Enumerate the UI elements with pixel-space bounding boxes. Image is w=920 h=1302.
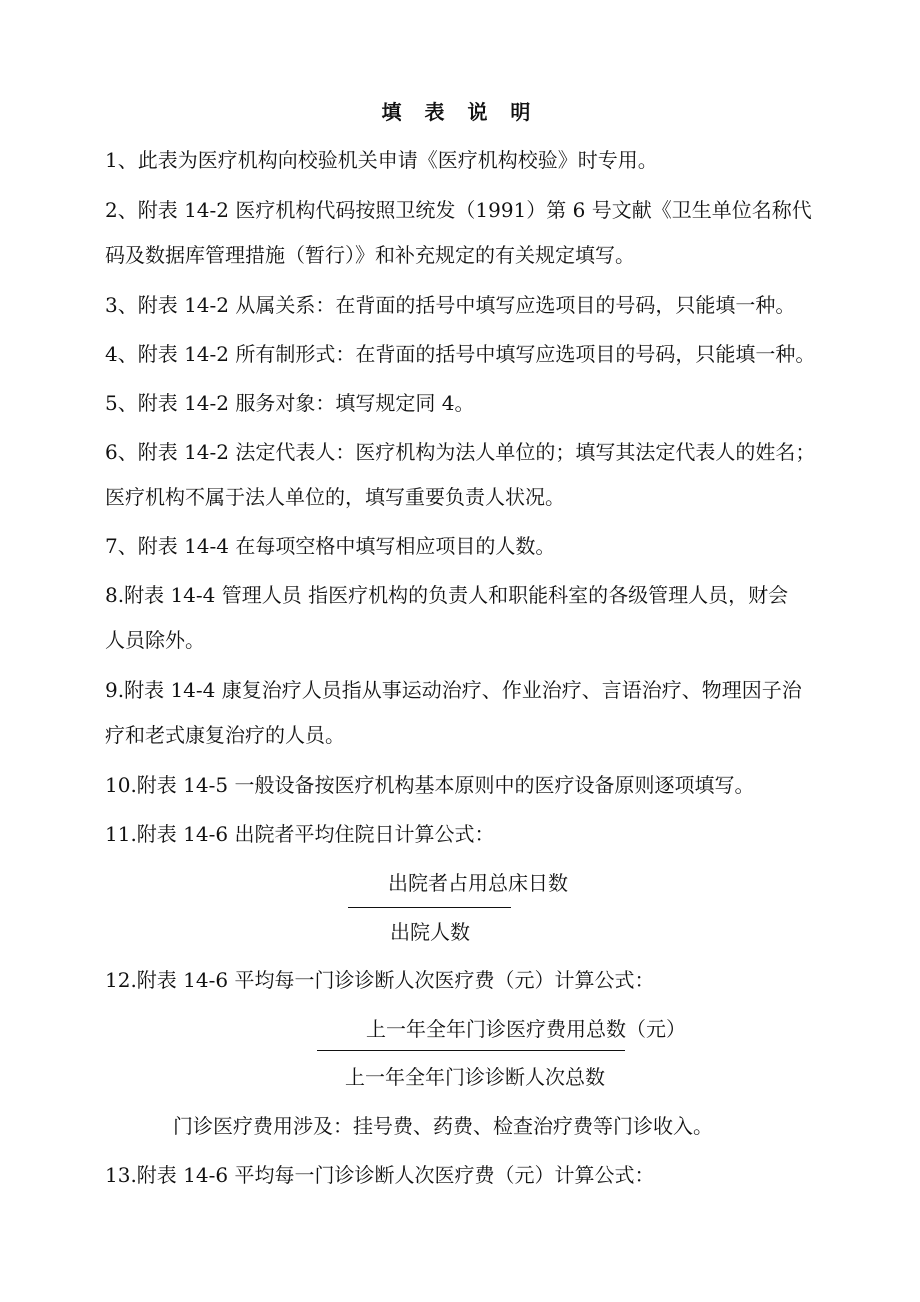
formula-2-numerator: 上一年全年门诊医疗费用总数（元） bbox=[366, 1017, 686, 1041]
item-4: 4、附表 14-2 所有制形式：在背面的括号中填写应选项目的号码，只能填一种。 bbox=[105, 342, 816, 366]
item-3: 3、附表 14-2 从属关系：在背面的括号中填写应选项目的号码，只能填一种。 bbox=[105, 293, 796, 317]
item-9-line-2: 疗和老式康复治疗的人员。 bbox=[105, 723, 345, 747]
item-2-line-2: 码及数据库管理措施（暂行）》和补充规定的有关规定填写。 bbox=[105, 243, 635, 267]
item-8-line-2: 人员除外。 bbox=[105, 628, 205, 652]
item-13: 13.附表 14-6 平均每一门诊诊断人次医疗费（元）计算公式： bbox=[105, 1163, 655, 1187]
item-6-line-2: 医疗机构不属于法人单位的，填写重要负责人状况。 bbox=[105, 485, 565, 509]
document-title: 填 表 说 明 bbox=[381, 100, 539, 124]
item-12: 12.附表 14-6 平均每一门诊诊断人次医疗费（元）计算公式： bbox=[105, 968, 655, 992]
item-9-line-1: 9.附表 14-4 康复治疗人员指从事运动治疗、作业治疗、言语治疗、物理因子治 bbox=[105, 678, 802, 702]
item-7: 7、附表 14-4 在每项空格中填写相应项目的人数。 bbox=[105, 534, 556, 558]
formula-1-numerator: 出院者占用总床日数 bbox=[388, 871, 568, 895]
item-2-line-1: 2、附表 14-2 医疗机构代码按照卫统发（1991）第 6 号文献《卫生单位名称代 bbox=[105, 198, 812, 222]
item-11: 11.附表 14-6 出院者平均住院日计算公式： bbox=[105, 822, 495, 846]
item-10: 10.附表 14-5 一般设备按医疗机构基本原则中的医疗设备原则逐项填写。 bbox=[105, 773, 755, 797]
formula-1-denominator: 出院人数 bbox=[390, 920, 470, 944]
item-6-line-1: 6、附表 14-2 法定代表人：医疗机构为法人单位的；填写其法定代表人的姓名； bbox=[105, 440, 816, 464]
formula-2-fraction-bar bbox=[317, 1050, 625, 1051]
item-1: 1、此表为医疗机构向校验机关申请《医疗机构校验》时专用。 bbox=[105, 148, 658, 172]
formula-2-denominator: 上一年全年门诊诊断人次总数 bbox=[345, 1065, 605, 1089]
fee-note: 门诊医疗费用涉及：挂号费、药费、检查治疗费等门诊收入。 bbox=[173, 1114, 713, 1138]
item-5: 5、附表 14-2 服务对象：填写规定同 4。 bbox=[105, 391, 475, 415]
item-8-line-1: 8.附表 14-4 管理人员 指医疗机构的负责人和职能科室的各级管理人员，财会 bbox=[105, 583, 789, 607]
formula-1-fraction-bar bbox=[348, 907, 511, 908]
